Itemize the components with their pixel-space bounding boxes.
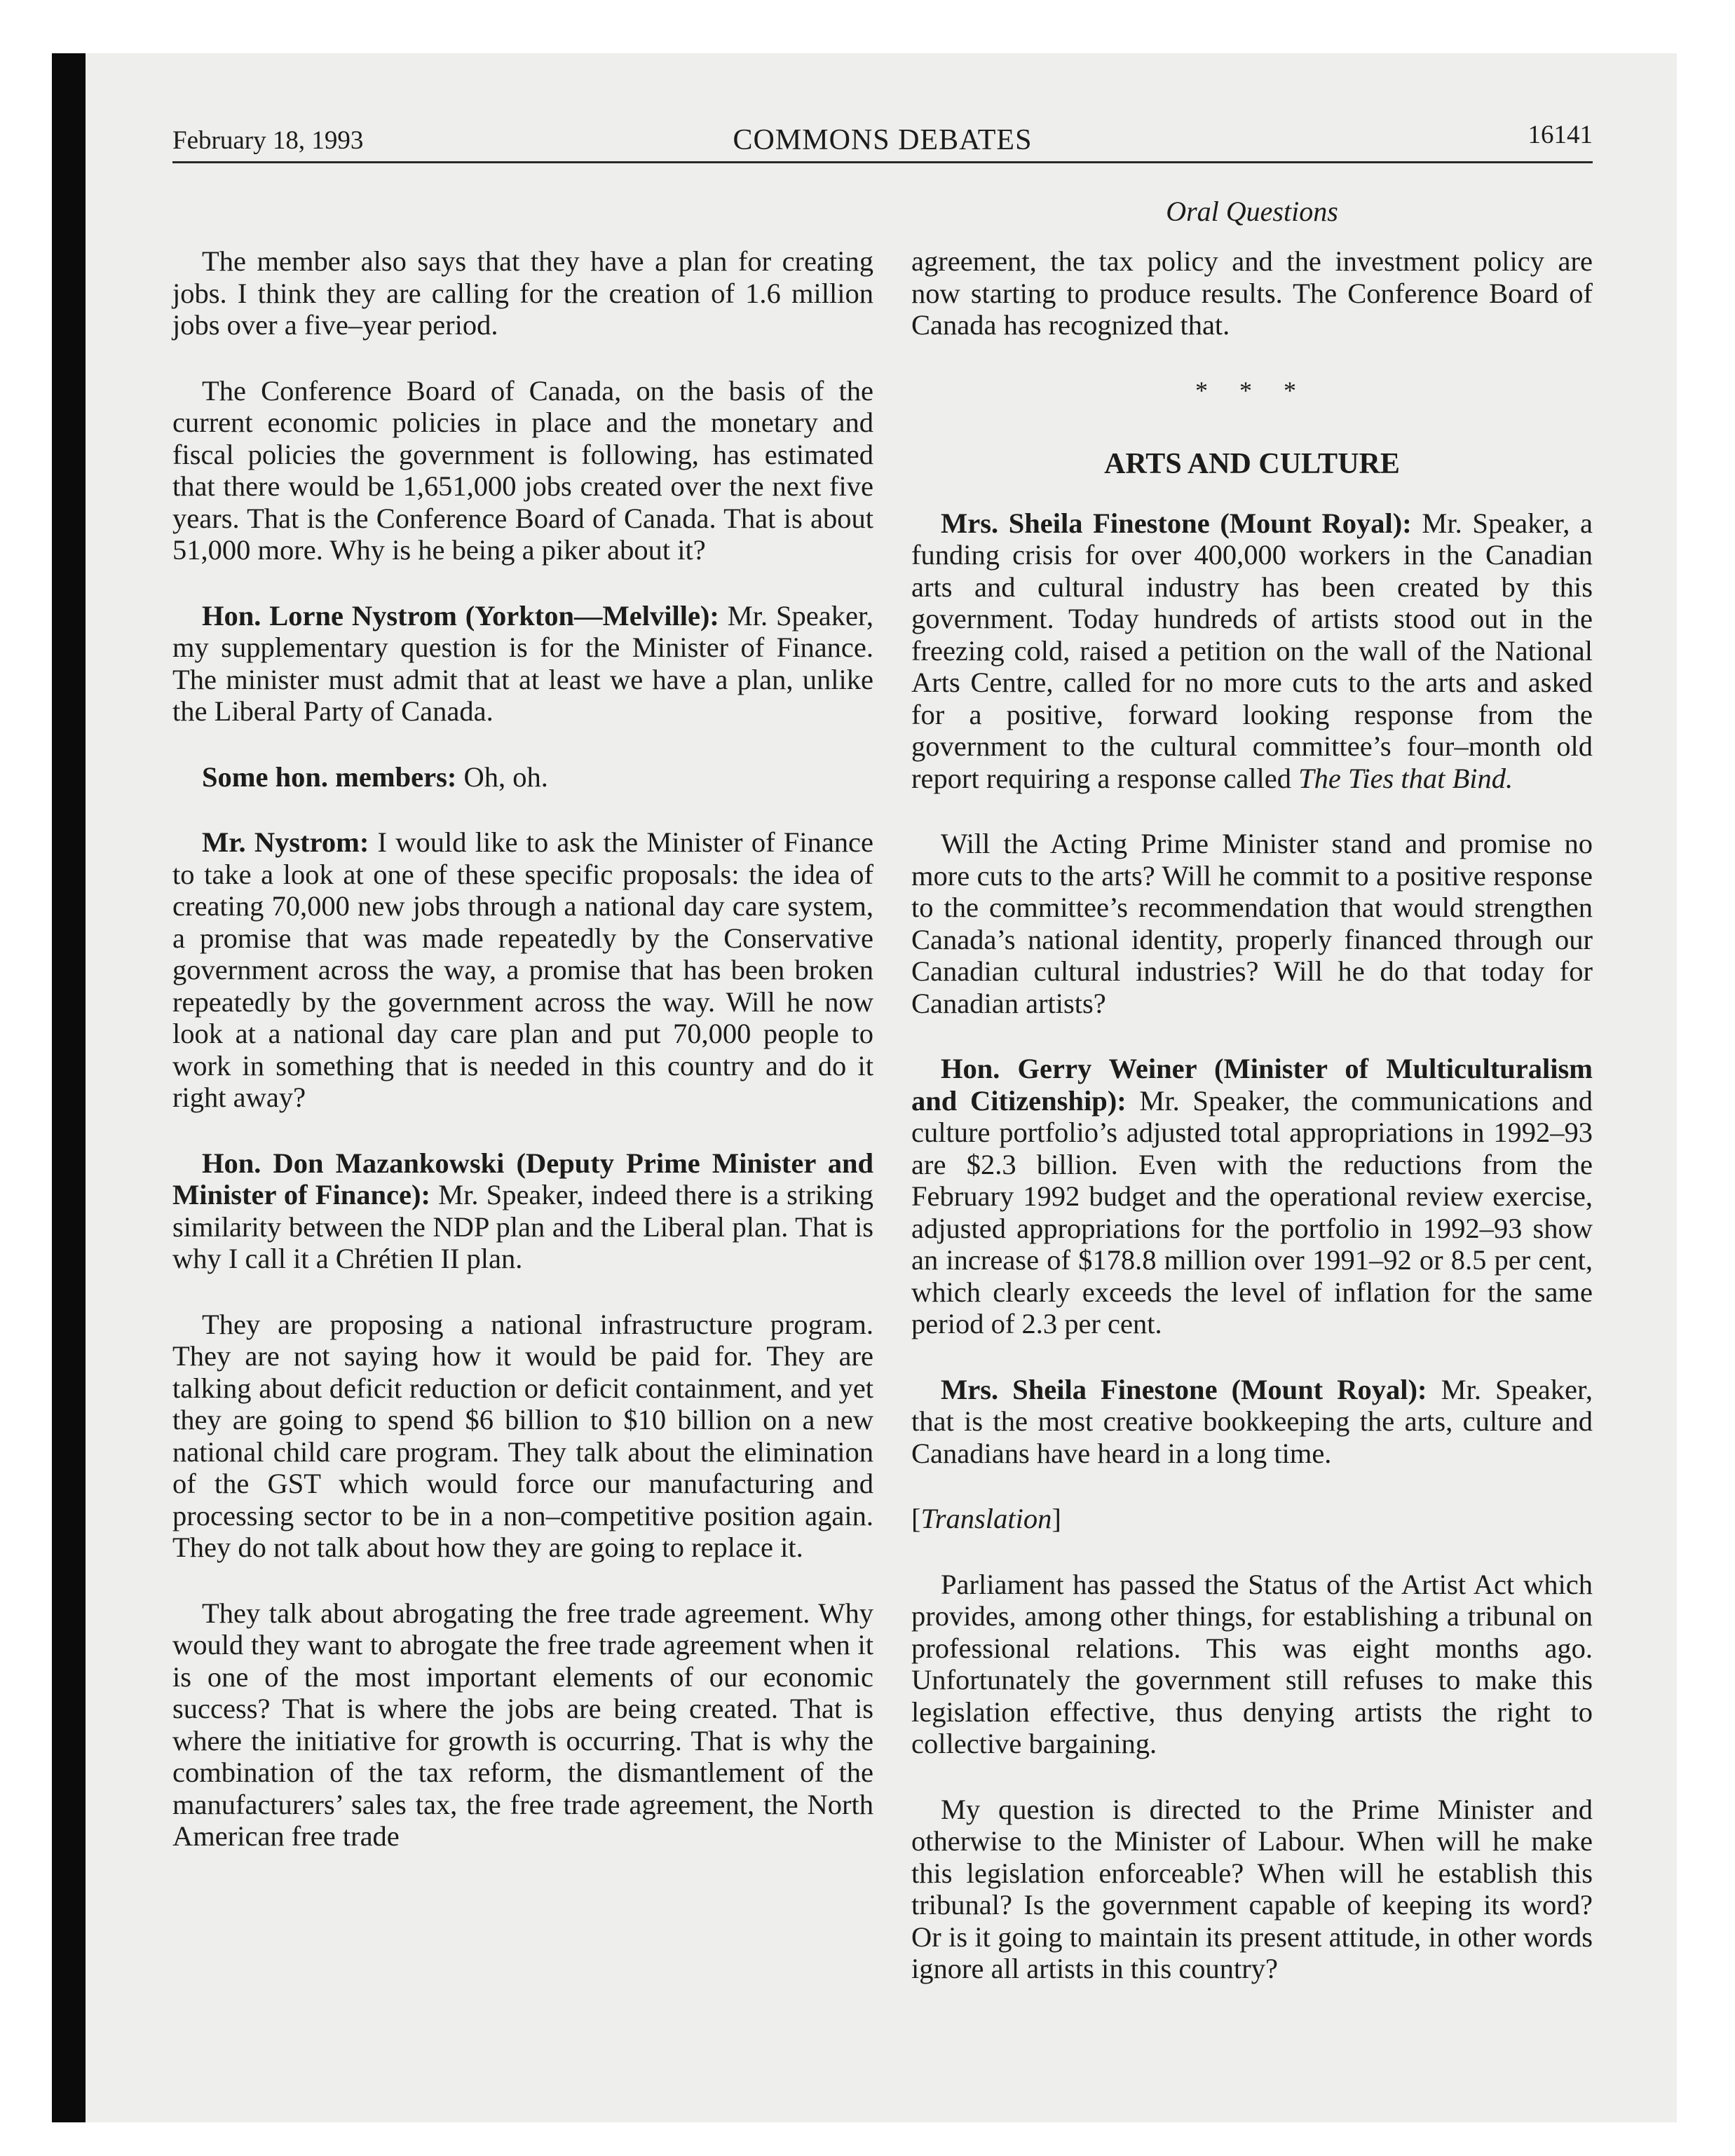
paragraph: Parliament has passed the Status of the Artist Act which provides, among other things, for establishing a tribunal on professional relations. This was eight months ago. Unfortunately the government still refuses to make this legislation effective, thus denying artists the right to collective bargaining. — [911, 1568, 1593, 1759]
speech-text: Mr. Speaker, the communications and culture portfolio’s adjusted total appropriations in 1992–93 are $2.3 billion. Even with the reductions from the February 1992 budget and the operational review exercise, adjusted appropriations for the portfolio in 1992–93 show an increase of $178.8 million over 1991–92 or 8.5 per cent, which clearly exceeds the level of inflation for the same period of 2.3 per cent. — [911, 1084, 1593, 1339]
speech-paragraph — [911, 1053, 1593, 1340]
speech-text: Mr. Speaker, that is the most creative bookkeeping the arts, culture and Canadians have heard in a long time. — [911, 1373, 1593, 1469]
speech-paragraph — [172, 1147, 873, 1275]
speech-paragraph — [911, 507, 1593, 795]
scan-border — [52, 53, 86, 2122]
paragraph: My question is directed to the Prime Minister and otherwise to the Minister of Labour. When will he make this legislation enforceable? When will he establish this tribunal? Is the government capable of keeping its word? Or is it going to maintain its present attitude, in other words ignore all artists in this country? — [911, 1793, 1593, 1984]
section-divider: * * * — [1195, 376, 1309, 404]
speaker-name: Mrs. Sheila Finestone (Mount Royal): — [941, 1373, 1427, 1405]
speech-paragraph — [172, 600, 873, 728]
report-title: The Ties that Bind. — [1298, 762, 1513, 794]
speech-text: Mr. Speaker, my supplementary question is for the Minister of Finance. The minister must admit that at least we have a plan, unlike the Liberal Party of Canada. — [172, 599, 873, 727]
speaker-name: Mr. Nystrom: — [202, 826, 369, 858]
paragraph: The Conference Board of Canada, on the basis of the current economic policies in place and the monetary and fiscal policies the government is following, has estimated that there would be 1,651,000 jobs created over the next five years. That is the Conference Board of Canada. That is about 51,000 more. Why is he being a piker about it? — [172, 374, 873, 566]
speech-paragraph — [911, 1374, 1593, 1470]
speaker-name: Hon. Lorne Nystrom (Yorkton—Melville): — [202, 599, 719, 632]
header-page-number: 16141 — [1528, 121, 1593, 149]
speech-text: I would like to ask the Minister of Finance to take a look at one of these specific proposals: the idea of creating 70,000 new jobs through a national day care system, a promise that was made repeatedly by the Conservative government across the way, a promise that has been broken repeatedly by the government across the way. Will he now look at a national day care plan and put 70,000 people to work in something that is needed in this country and do it right away? — [172, 826, 873, 1113]
paragraph: They are proposing a national infrastructure program. They are not saying how it would be paid for. They are talking about deficit reduction or deficit containment, and yet they are going to spend $6 billion to $10 billion on a new national child care program. They talk about the elimination of the GST which would force our manufacturing and processing sector to be in a non–competitive position again. They do not talk about how they are going to replace it. — [172, 1308, 873, 1563]
section-heading: ARTS AND CULTURE — [1104, 448, 1400, 480]
section-label: Oral Questions — [1166, 196, 1338, 227]
header-title: COMMONS DEBATES — [733, 124, 1033, 156]
paragraph: agreement, the tax policy and the investment policy are now starting to produce results. The Conference Board of Canada has recognized that. — [911, 245, 1593, 341]
paragraph: The member also says that they have a plan for creating jobs. I think they are calling for the creation of 1.6 million jobs over a five–year period. — [172, 245, 873, 341]
left-column — [172, 245, 873, 1886]
bracket-open: [ — [911, 1503, 921, 1534]
speaker-name: Hon. Don Mazankowski (Deputy Prime Minister and Minister of Finance): — [172, 1147, 873, 1210]
speech-text: Oh, oh. — [456, 760, 548, 793]
speaker-name: Mrs. Sheila Finestone (Mount Royal): — [941, 507, 1412, 539]
speech-text: Mr. Speaker, a funding crisis for over 400,000 workers in the Canadian arts and cultural industry has been created by this government. Today hundreds of artists stood out in the freezing cold, raised a petition on the wall of the National Arts Centre, called for no more cuts to the arts and asked for a positive, forward looking response from the government to the cultural committee’s four–month old report requiring a response called — [911, 507, 1593, 794]
speech-text: Mr. Speaker, indeed there is a striking similarity between the NDP plan and the Liberal plan. That is why I call it a Chrétien II plan. — [172, 1179, 873, 1274]
header-date: February 18, 1993 — [172, 126, 364, 155]
paragraph: Will the Acting Prime Minister stand and promise no more cuts to the arts? Will he commit to a positive response to the committee’s recommendation that would strengthen Canada’s national identity, properly financed through our Canadian cultural industries? Will he do that today for Canadian artists? — [911, 828, 1593, 1019]
translation-label: Translation — [920, 1503, 1052, 1534]
bracket-close: ] — [1052, 1503, 1061, 1534]
paragraph: They talk about abrogating the free trade agreement. Why would they want to abrogate the free trade agreement when it is one of the most important elements of our economic success? That is where the jobs are being created. That is where the initiative for growth is occurring. That is why the combination of the tax reform, the dismantlement of the manufacturers’ sales tax, the free trade agreement, the North American free trade — [172, 1597, 873, 1852]
right-column — [911, 245, 1593, 2019]
page-header — [172, 112, 1593, 163]
translation-tag — [911, 1503, 1593, 1535]
speaker-name: Hon. Gerry Weiner (Minister of Multiculturalism and Citizenship): — [911, 1053, 1593, 1117]
speech-paragraph — [172, 761, 873, 793]
speaker-name: Some hon. members: — [202, 760, 457, 793]
speech-paragraph — [172, 826, 873, 1114]
